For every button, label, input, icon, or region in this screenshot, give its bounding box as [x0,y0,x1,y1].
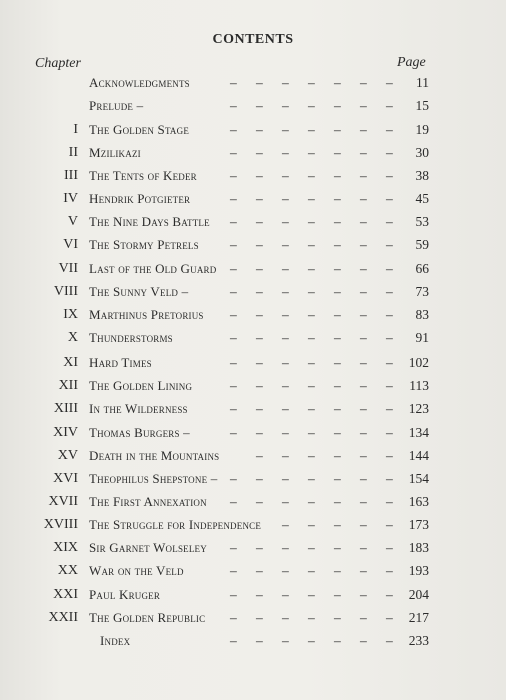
leader-dashes: – – – – – – [256,448,393,463]
chapter-number: VII [58,261,78,276]
page-number: 183 [408,540,429,555]
leader-dashes: – – – – – – – [230,471,393,486]
chapter-title: The Struggle for Independence [89,517,262,532]
leader-dashes: – – – – – – – [230,587,393,602]
leader-dashes: – – – – – – – [230,145,393,160]
chapter-number: XXI [53,587,78,602]
leader-dashes: – – – – – – – [230,540,393,555]
toc-entry [0,563,506,583]
chapter-title: The Nine Days Battle [89,214,210,229]
toc-entry [0,448,506,468]
toc-entry [0,75,506,95]
chapter-number: VIII [53,284,78,299]
page-number: 154 [408,471,429,486]
chapter-title: The Golden Lining [89,378,193,393]
page-number: 53 [415,214,429,229]
leader-dashes: – – – – – – – [230,168,393,183]
toc-entry [0,191,506,211]
page-title: CONTENTS [212,32,294,47]
page-number: 134 [408,425,429,440]
page-number: 144 [408,448,429,463]
chapter-number: XIII [53,401,78,416]
page-column-header: Page [397,55,426,70]
leader-dashes: – – – – – – – [230,98,393,113]
chapter-title: Hendrik Potgieter [89,191,191,206]
chapter-title: The Golden Republic [89,610,206,625]
chapter-title: Marthinus Pretorius [89,307,204,322]
chapter-number: IV [63,191,78,206]
chapter-title: The Sunny Veld – [89,284,189,299]
chapter-title: The Stormy Petrels [89,237,199,252]
chapter-number: XIX [53,540,78,555]
toc-entry [0,587,506,607]
toc-entry [0,378,506,398]
leader-dashes: – – – – – – – [230,237,393,252]
page-number: 73 [415,284,429,299]
leader-dashes: – – – – – – – [230,378,393,393]
toc-entry [0,261,506,281]
chapter-title: Thunderstorms [89,330,173,345]
page-number: 11 [416,75,429,90]
chapter-title: Acknowledgments [89,75,190,90]
chapter-number: XVI [53,471,78,486]
page-number: 30 [415,145,429,160]
leader-dashes: – – – – – – – [230,214,393,229]
chapter-number: XII [58,378,78,393]
page-number: 102 [408,355,429,370]
leader-dashes: – – – – – – – [230,75,393,90]
page-number: 38 [415,168,429,183]
chapter-title: Last of the Old Guard [89,261,217,276]
chapter-title: Thomas Burgers – [89,425,190,440]
toc-entry [0,237,506,257]
page-number: 193 [408,563,429,578]
leader-dashes: – – – – – [282,517,393,532]
chapter-title: Prelude – [89,98,144,113]
toc-entry [0,540,506,560]
leader-dashes: – – – – – – – [230,563,393,578]
page-number: 173 [408,517,429,532]
leader-dashes: – – – – – – – [230,307,393,322]
page-number: 91 [415,330,429,345]
chapter-title: Death in the Mountains [89,448,220,463]
toc-entry [0,214,506,234]
page-number: 83 [415,307,429,322]
leader-dashes: – – – – – – – [230,122,393,137]
toc-entry [0,355,506,375]
leader-dashes: – – – – – – – [230,633,393,648]
page-number: 59 [415,237,429,252]
page-number: 15 [415,98,429,113]
chapter-number: XVIII [43,517,78,532]
chapter-number: XI [63,355,78,370]
chapter-title: Index [100,633,131,648]
chapter-column-header: Chapter [35,56,81,71]
leader-dashes: – – – – – – – [230,330,393,345]
chapter-title: Sir Garnet Wolseley [89,540,207,555]
toc-entry [0,425,506,445]
toc-entry [0,98,506,118]
chapter-number: X [67,330,78,345]
chapter-title: The Golden Stage [89,122,190,137]
leader-dashes: – – – – – – – [230,261,393,276]
chapter-title: The Tents of Keder [89,168,197,183]
page-number: 19 [415,122,429,137]
page-number: 233 [408,633,429,648]
chapter-title: The First Annexation [89,494,207,509]
toc-entry [0,517,506,537]
toc-entry [0,633,506,653]
page-number: 217 [408,610,429,625]
chapter-number: I [73,122,78,137]
leader-dashes: – – – – – – – [230,610,393,625]
toc-entry [0,610,506,630]
chapter-title: Paul Kruger [89,587,161,602]
leader-dashes: – – – – – – – [230,355,393,370]
toc-entry [0,401,506,421]
chapter-number: V [67,214,78,229]
chapter-title: In the Wilderness [89,401,188,416]
chapter-number: VI [63,237,78,252]
chapter-title: War on the Veld [89,563,184,578]
page-number: 45 [415,191,429,206]
toc-entry [0,145,506,165]
toc-entry [0,122,506,142]
chapter-number: XXII [48,610,78,625]
toc-entry [0,168,506,188]
chapter-title: Hard Times [89,355,152,370]
chapter-title: Mzilikazi [89,145,141,160]
chapter-number: IX [63,307,78,322]
chapter-number: XX [57,563,78,578]
leader-dashes: – – – – – – – [230,191,393,206]
page-number: 66 [415,261,429,276]
toc-entry [0,284,506,304]
toc-entry [0,494,506,514]
chapter-number: II [68,145,78,160]
page-number: 204 [408,587,429,602]
chapter-number: XIV [53,425,78,440]
page-number: 113 [409,378,429,393]
leader-dashes: – – – – – – – [230,494,393,509]
chapter-title: Theophilus Shepstone – [89,471,218,486]
page-number: 123 [408,401,429,416]
chapter-number: III [64,168,78,183]
page-number: 163 [408,494,429,509]
chapter-number: XV [57,448,78,463]
leader-dashes: – – – – – – – [230,425,393,440]
chapter-number: XVII [48,494,78,509]
leader-dashes: – – – – – – – [230,401,393,416]
toc-entry [0,471,506,491]
leader-dashes: – – – – – – – [230,284,393,299]
toc-entry [0,330,506,350]
toc-entry [0,307,506,327]
